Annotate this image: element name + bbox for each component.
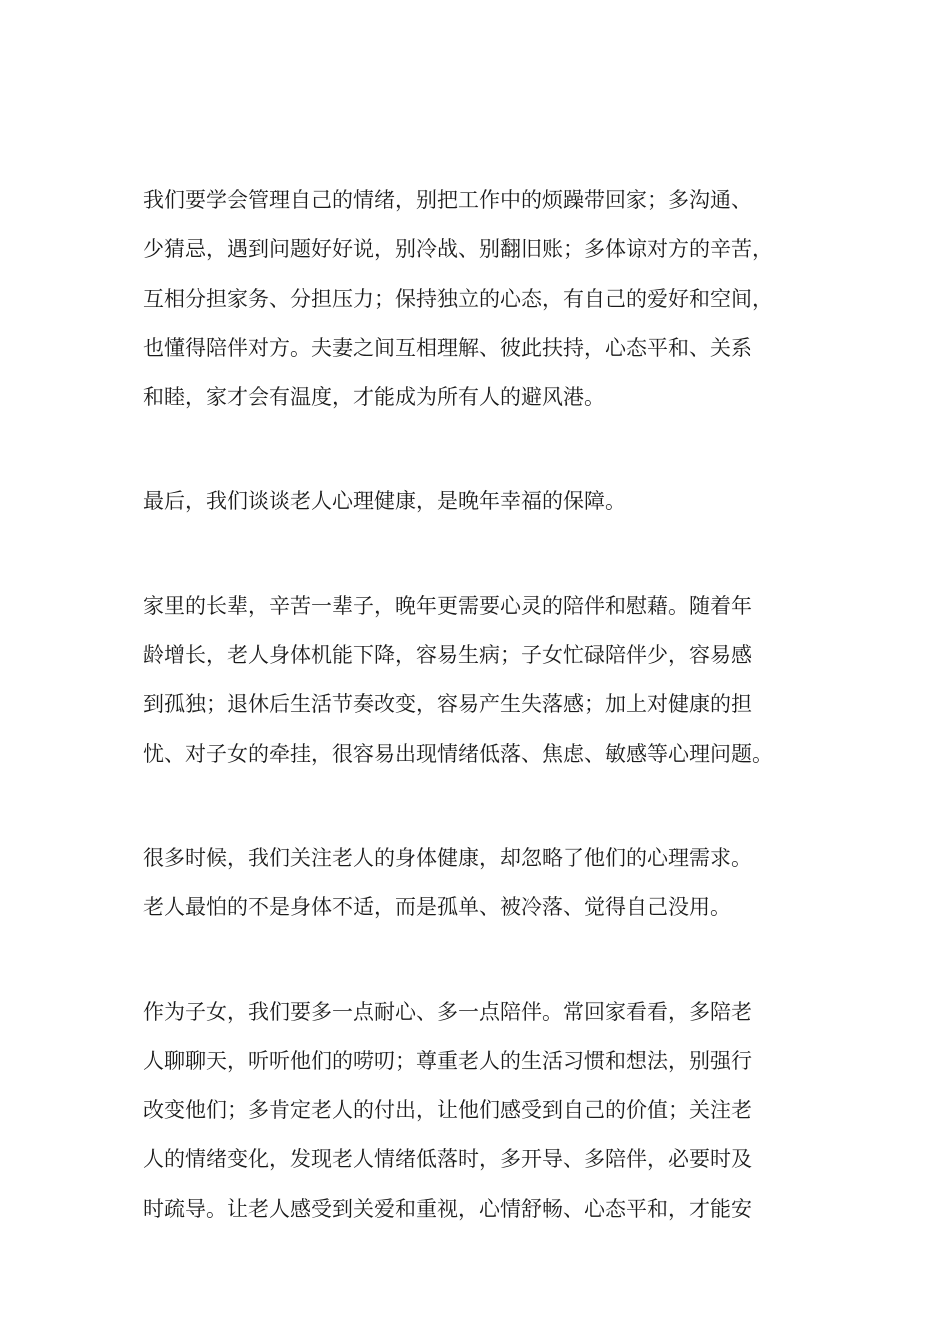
text-line: 改变他们；多肯定老人的付出，让他们感受到自己的价值；关注老: [143, 1098, 752, 1123]
text-line: 互相分担家务、分担压力；保持独立的心态，有自己的爱好和空间，: [143, 286, 773, 311]
paragraph-elderly-intro: [143, 477, 823, 526]
paragraph-children-role: [143, 988, 823, 1234]
document-body: [143, 176, 823, 1234]
text-line: 家里的长辈，辛苦一辈子，晚年更需要心灵的陪伴和慰藉。随着年: [143, 593, 752, 618]
text-line: 人的情绪变化，发现老人情绪低落时，多开导、多陪伴，必要时及: [143, 1147, 752, 1172]
paragraph-elderly-needs: [143, 834, 823, 933]
text-line: 最后，我们谈谈老人心理健康，是晚年幸福的保障。: [143, 489, 626, 514]
text-line: 龄增长，老人身体机能下降，容易生病；子女忙碌陪伴少，容易感: [143, 643, 752, 668]
text-line: 作为子女，我们要多一点耐心、多一点陪伴。常回家看看，多陪老: [143, 999, 752, 1024]
text-line: 很多时候，我们关注老人的身体健康，却忽略了他们的心理需求。: [143, 845, 752, 870]
text-line: 和睦，家才会有温度，才能成为所有人的避风港。: [143, 385, 605, 410]
paragraph-spouse-emotions: [143, 176, 823, 422]
paragraph-elderly-problems: [143, 582, 823, 779]
text-line: 人聊聊天，听听他们的唠叨；尊重老人的生活习惯和想法，别强行: [143, 1048, 752, 1073]
text-line: 时疏导。让老人感受到关爱和重视，心情舒畅、心态平和，才能安: [143, 1196, 752, 1221]
text-line: 到孤独；退休后生活节奏改变，容易产生失落感；加上对健康的担: [143, 692, 752, 717]
text-line: 我们要学会管理自己的情绪，别把工作中的烦躁带回家；多沟通、: [143, 188, 752, 212]
text-line: 少猜忌，遇到问题好好说，别冷战、别翻旧账；多体谅对方的辛苦，: [143, 237, 773, 262]
text-line: 忧、对子女的牵挂，很容易出现情绪低落、焦虑、敏感等心理问题。: [143, 741, 773, 766]
text-line: 也懂得陪伴对方。夫妻之间互相理解、彼此扶持，心态平和、关系: [143, 335, 752, 360]
text-line: 老人最怕的不是身体不适，而是孤单、被冷落、觉得自己没用。: [143, 895, 731, 920]
